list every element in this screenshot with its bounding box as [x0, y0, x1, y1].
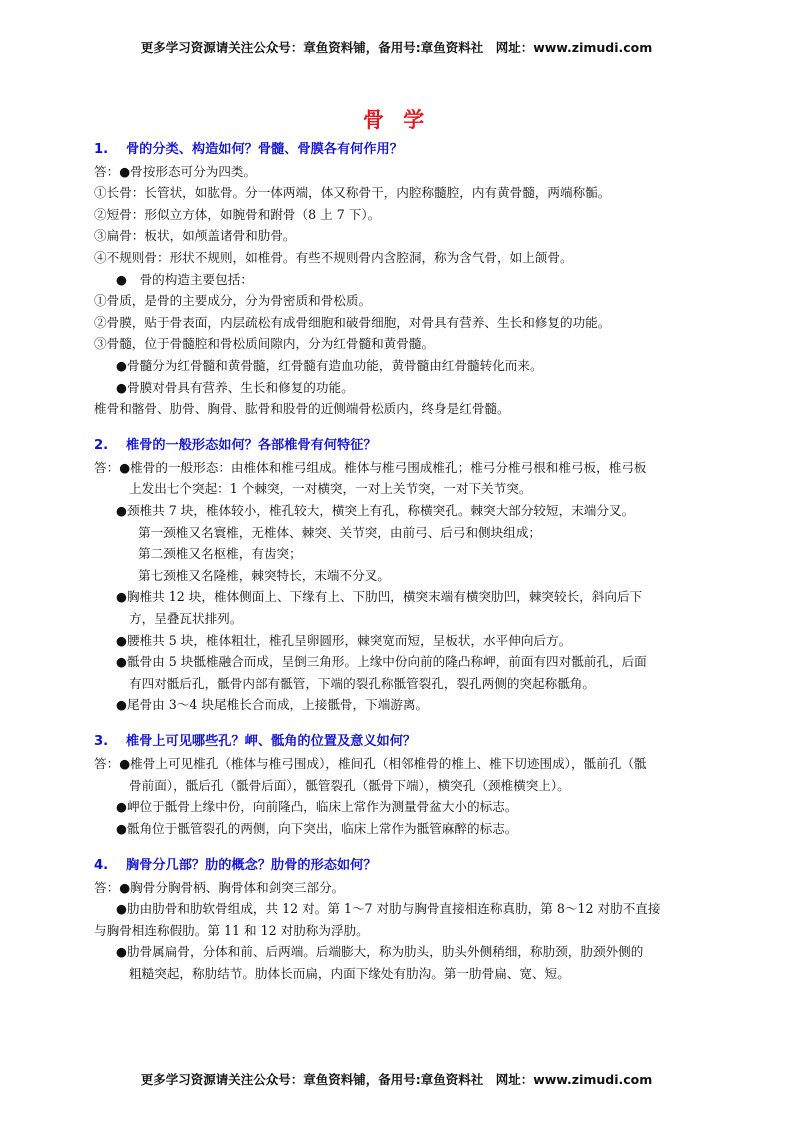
answer-line: ● 骨的构造主要包括：	[116, 271, 253, 287]
answer-label: 答：	[94, 879, 120, 895]
answer-line: 与胸骨相连称假肋。第 11 和 12 对肋称为浮肋。	[94, 922, 369, 938]
document-body	[94, 139, 706, 984]
question-number: 1.	[94, 142, 109, 157]
answer-line: ●腰椎共 5 块，椎体粗壮，椎孔呈卵圆形，棘突宽而短，呈板状，水平伸向后方。	[116, 632, 572, 648]
header-banner: 更多学习资源请关注公众号：章鱼资料铺，备用号:章鱼资料社 网址：www.zimudi.com	[140, 40, 653, 55]
answer-line: ①长骨：长管状，如肱骨。分一体两端，体又称骨干，内腔称髓腔，内有黄骨髓，两端称骺。	[94, 185, 611, 201]
question-3	[94, 731, 706, 753]
question-number: 2.	[94, 438, 109, 454]
answer-line: 方，呈叠瓦状排列。	[129, 610, 243, 626]
answer-line: ①骨质，是骨的主要成分，分为骨密质和骨松质。	[94, 293, 372, 309]
question-text: 椎骨上可见哪些孔？岬、骶角的位置及意义如何？	[126, 734, 417, 750]
answer-line: ●骶角位于骶管裂孔的两侧，向下突出，临床上常作为骶管麻醉的标志。	[116, 820, 518, 836]
answer-line: ③骨髓，位于骨髓腔和骨松质间隙内，分为红骨髓和黄骨髓。	[94, 336, 435, 352]
question-text: 椎骨的一般形态如何？各部椎骨有何特征？	[126, 438, 377, 454]
question-2	[94, 435, 706, 457]
answer-line: 椎骨和髂骨、肋骨、胸骨、肱骨和股骨的近侧端骨松质内，终身是红骨髓。	[94, 401, 510, 417]
question-number: 4.	[94, 857, 109, 873]
answer-line: ●岬位于骶骨上缘中份，向前隆凸，临床上常作为测量骨盆大小的标志。	[116, 799, 518, 815]
answer-line: ●颈椎共 7 块，椎体较小，椎孔较大，横突上有孔，称横突孔。棘突大部分较短，末端分叉。	[116, 503, 635, 518]
question-1	[94, 139, 706, 161]
question-text: 胸骨分几部？肋的概念？肋骨的形态如何？	[126, 857, 377, 873]
answer-line: 第二颈椎又名枢椎，有齿突；	[138, 546, 302, 562]
answer-line: 第七颈椎又名隆椎，棘突特长，末端不分叉。	[138, 567, 390, 583]
answer-line: ●肋骨属扁骨，分体和前、后两端。后端膨大，称为肋头，肋头外侧稍细，称肋颈，肋颈外侧的	[116, 944, 644, 960]
answer-line: ●骨膜对骨具有营养、生长和修复的功能。	[116, 379, 354, 395]
answer-line: 上发出七个突起：1 个棘突，一对横突，一对上关节突，一对下关节突。	[129, 481, 532, 497]
footer-banner: 更多学习资源请关注公众号：章鱼资料铺，备用号:章鱼资料社 网址：www.zimudi.com	[140, 1072, 653, 1087]
answer-line: ●骨髓分为红骨髓和黄骨髓，红骨髓有造血功能，黄骨髓由红骨髓转化而来。	[116, 357, 543, 373]
answer-line: 骨前面），骶后孔（骶骨后面），骶管裂孔（骶骨下端），横突孔（颈椎横突上）。	[129, 777, 570, 793]
answer-line: 有四对骶后孔，骶骨内部有骶管，下端的裂孔称骶管裂孔，裂孔两侧的突起称骶角。	[129, 675, 595, 691]
answer-line: 答：●骨按形态可分为四类。	[94, 163, 257, 179]
answer-line: ②短骨：形似立方体，如腕骨和跗骨（8 上 7 下）。	[94, 206, 381, 222]
answer-line: 粗糙突起，称肋结节。肋体长而扁，内面下缘处有肋沟。第一肋骨扁、宽、短。	[129, 965, 570, 981]
answer-label: 答：	[94, 459, 120, 475]
answer-line: ●尾骨由 3～4 块尾椎长合而成，上接骶骨，下端游离。	[116, 697, 429, 713]
page-title: 骨 学	[362, 108, 431, 132]
answer-label: 答：	[94, 163, 120, 179]
answer-line: ●胸椎共 12 块，椎体侧面上、下缘有上、下肋凹，横突末端有横突肋凹，棘突较长，斜向后下	[116, 589, 643, 605]
answer-line: ●肋由肋骨和肋软骨组成，共 12 对。第 1～7 对肋与胸骨直接相连称真肋，第 8～12 对肋不直接	[116, 901, 661, 917]
question-number: 3.	[94, 734, 109, 750]
answer-label: 答：	[94, 756, 120, 772]
answer-line: ④不规则骨：形状不规则，如椎骨。有些不规则骨内含腔洞，称为含气骨，如上颌骨。	[94, 249, 573, 265]
answer-line: ③扁骨：板状，如颅盖诸骨和肋骨。	[94, 228, 296, 244]
answer-line: ②骨膜，贴于骨表面，内层疏松有成骨细胞和破骨细胞，对骨具有营养、生长和修复的功能。	[94, 314, 611, 330]
answer-line: ●骶骨由 5 块骶椎融合而成，呈倒三角形。上缘中份向前的隆凸称岬，前面有四对骶前孔，后面	[116, 654, 647, 670]
answer-line: 答：●胸骨分胸骨柄、胸骨体和剑突三部分。	[94, 879, 345, 895]
answer-line: 答：●椎骨上可见椎孔（椎体与椎弓围成），椎间孔（相邻椎骨的椎上、椎下切迹围成），骶前孔（骶	[94, 756, 647, 772]
answer-line: 答：●椎骨的一般形态：由椎体和椎弓组成。椎体与椎弓围成椎孔；椎弓分椎弓根和椎弓板，椎弓板	[94, 459, 647, 475]
question-text: 骨的分类、构造如何？骨髓、骨膜各有何作用？	[126, 142, 403, 157]
question-4	[94, 855, 706, 877]
answer-line: 第一颈椎又名寰椎，无椎体、棘突、关节突，由前弓、后弓和侧块组成；	[138, 524, 541, 540]
